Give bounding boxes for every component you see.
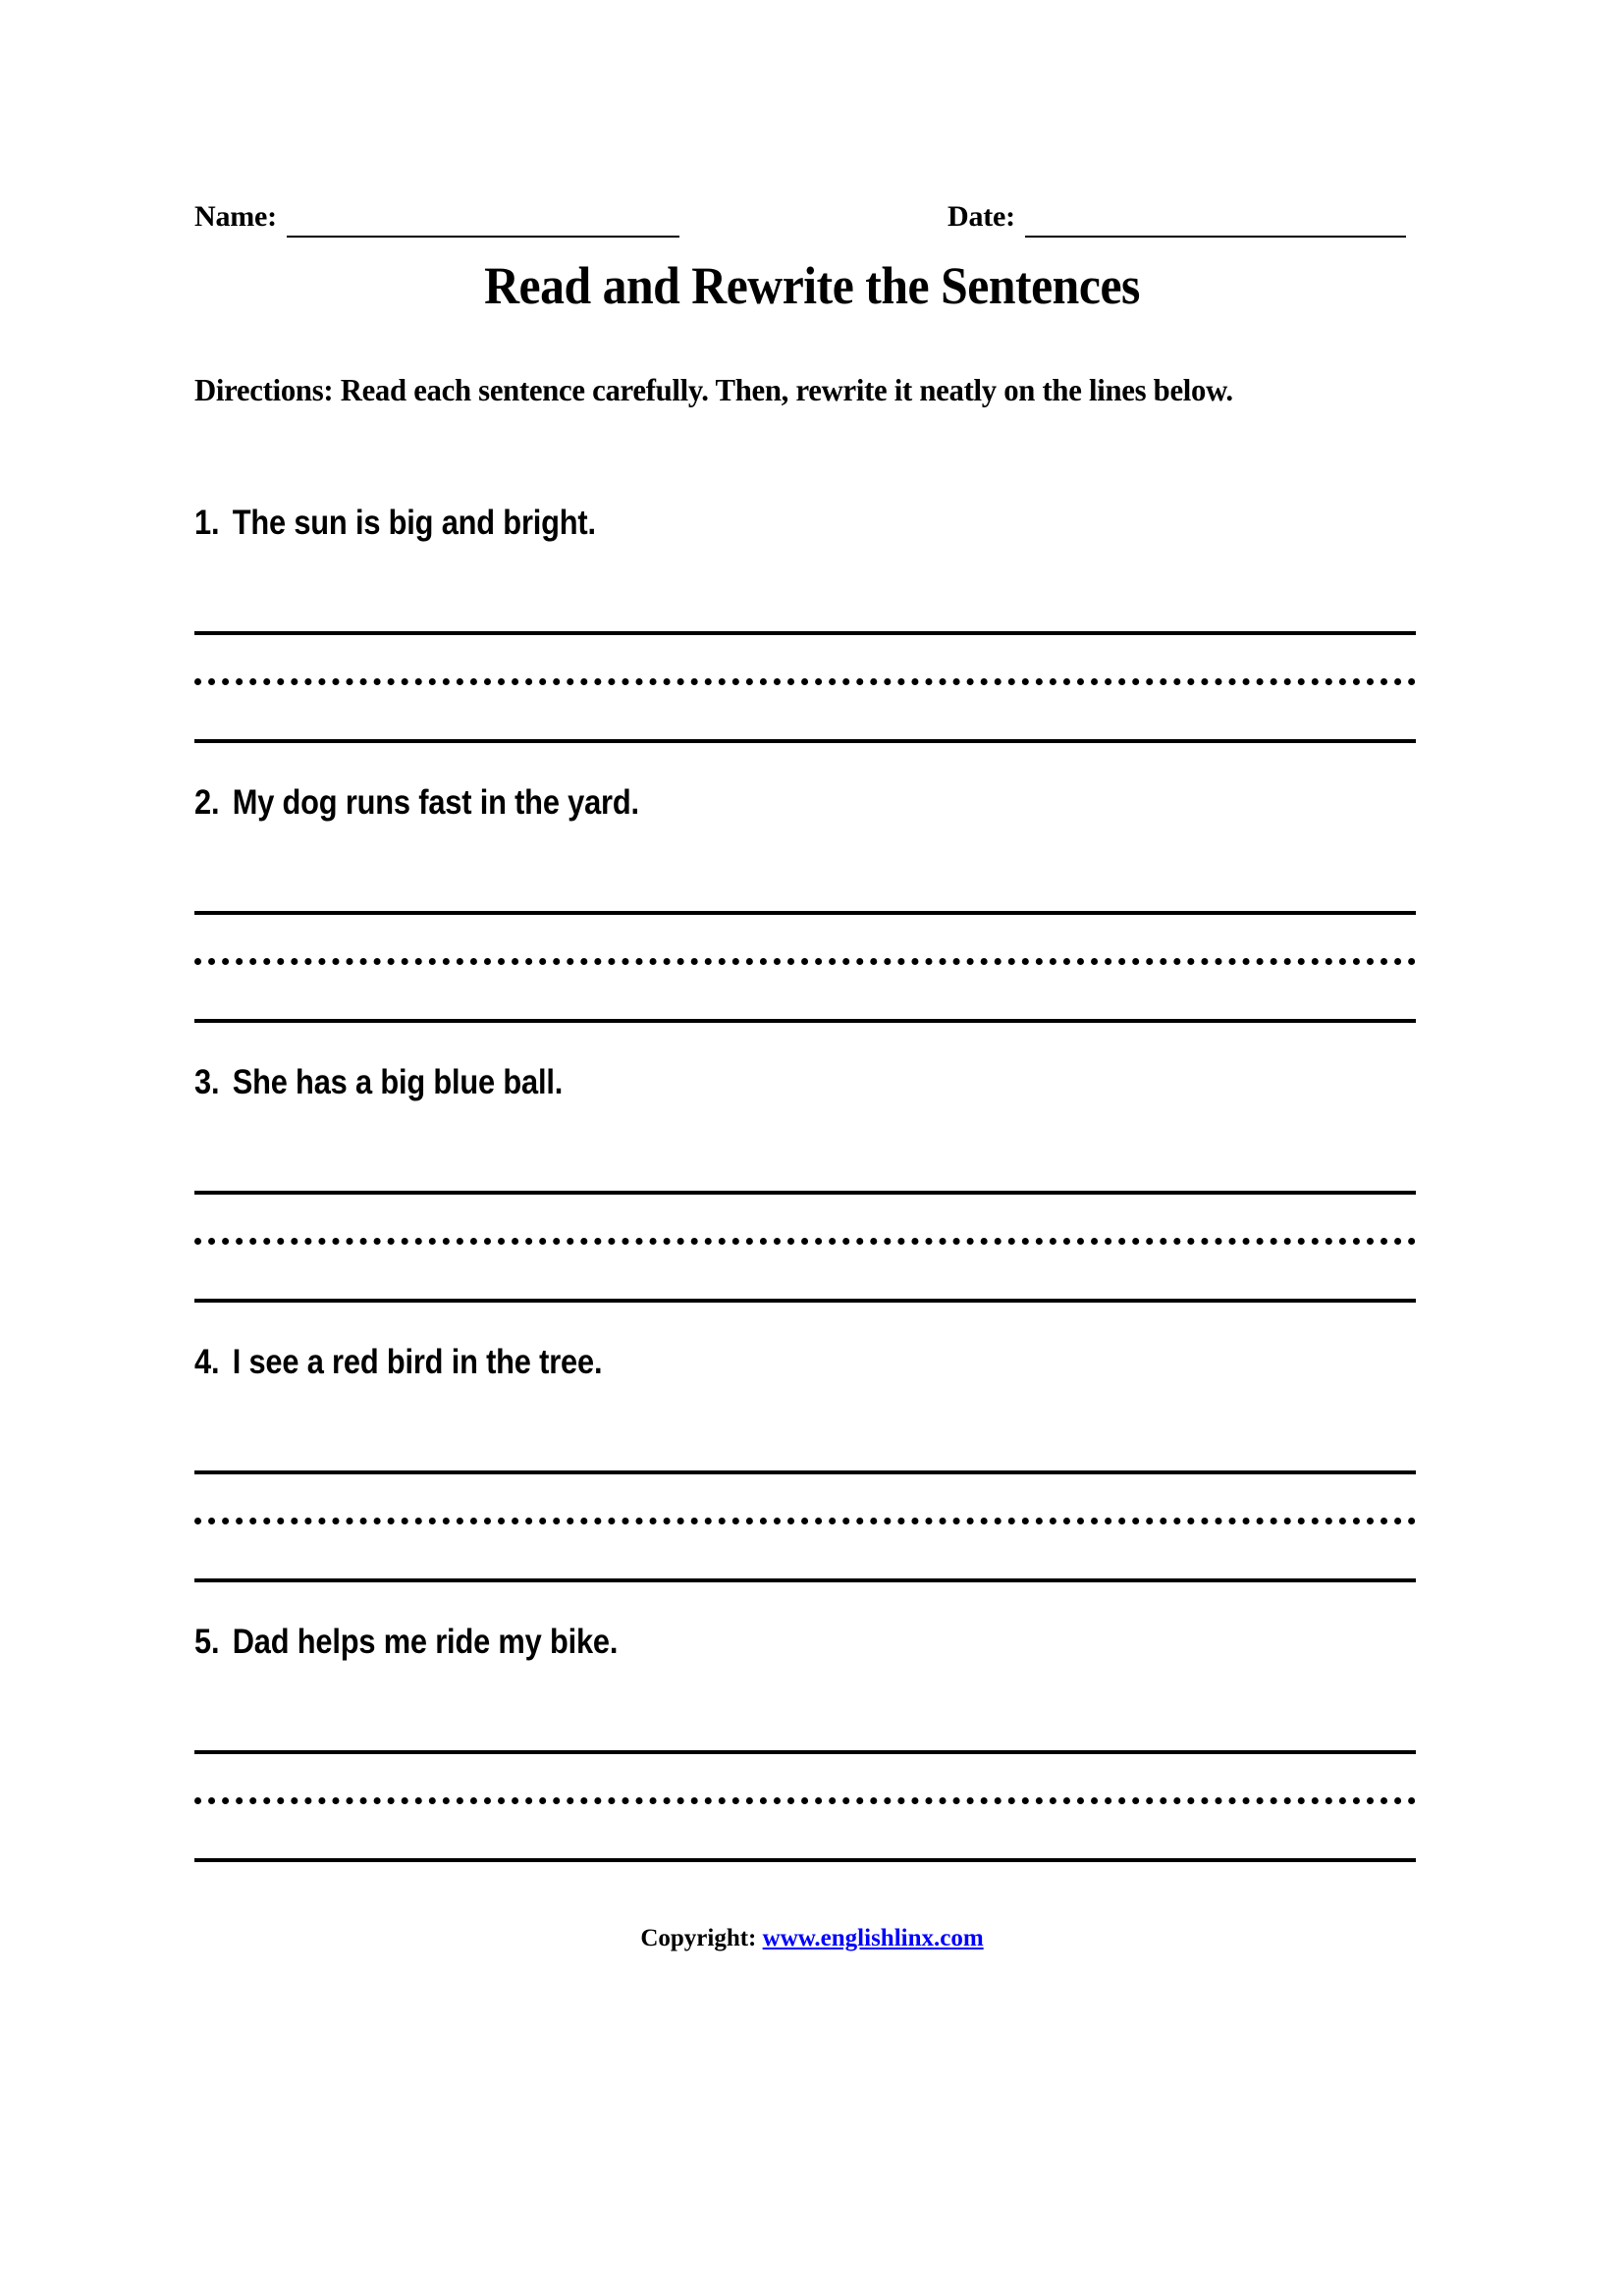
line-gap [194, 965, 1416, 1019]
answer-line-bottom[interactable] [194, 1019, 1416, 1023]
question-block [194, 1063, 1416, 1343]
question-number: 5. [194, 1623, 220, 1661]
questions-list [194, 504, 1416, 1878]
question-sentence: I see a red bird in the tree. [232, 1343, 603, 1381]
name-date-row [194, 192, 1416, 238]
question-text [194, 1343, 1270, 1382]
name-field[interactable] [194, 192, 679, 238]
line-gap [194, 635, 1416, 678]
question-sentence: Dad helps me ride my bike. [232, 1623, 619, 1661]
question-text [194, 783, 1270, 823]
date-field[interactable] [947, 192, 1406, 238]
question-sentence: My dog runs fast in the yard. [232, 783, 639, 822]
question-text [194, 504, 1270, 543]
question-number: 1. [194, 504, 220, 542]
question-block [194, 1623, 1416, 1878]
question-sentence: She has a big blue ball. [232, 1063, 564, 1101]
question-number: 4. [194, 1343, 220, 1381]
line-gap [194, 1245, 1416, 1299]
answer-line-middle-dotted[interactable] [194, 958, 1416, 965]
line-gap [194, 1195, 1416, 1238]
copyright-label: Copyright: [640, 1925, 757, 1951]
answer-line-bottom[interactable] [194, 1858, 1416, 1862]
answer-lines[interactable] [194, 1750, 1416, 1862]
page-title: Read and Rewrite the Sentences [484, 256, 1140, 315]
answer-line-bottom[interactable] [194, 1578, 1416, 1582]
question-block [194, 1343, 1416, 1623]
question-number: 3. [194, 1063, 220, 1101]
answer-line-bottom[interactable] [194, 1299, 1416, 1303]
name-write-line[interactable] [287, 200, 679, 238]
directions-text: Directions: Read each sentence carefully. Then, rewrite it neatly on the lines below. [194, 372, 1233, 407]
question-number: 2. [194, 783, 220, 822]
line-gap [194, 1474, 1416, 1518]
date-label: Date: [947, 200, 1015, 233]
line-gap [194, 915, 1416, 958]
question-text [194, 1063, 1270, 1102]
answer-lines[interactable] [194, 911, 1416, 1023]
answer-line-middle-dotted[interactable] [194, 1238, 1416, 1245]
line-gap [194, 1524, 1416, 1578]
question-sentence: The sun is big and bright. [232, 504, 596, 542]
line-gap [194, 685, 1416, 739]
name-label: Name: [194, 200, 277, 233]
question-block [194, 504, 1416, 783]
answer-lines[interactable] [194, 631, 1416, 743]
website-link[interactable]: www.englishlinx.com [762, 1925, 984, 1951]
answer-line-bottom[interactable] [194, 739, 1416, 743]
footer [0, 1924, 1624, 1953]
line-gap [194, 1804, 1416, 1858]
answer-line-middle-dotted[interactable] [194, 1518, 1416, 1524]
answer-line-middle-dotted[interactable] [194, 678, 1416, 685]
answer-line-middle-dotted[interactable] [194, 1797, 1416, 1804]
date-write-line[interactable] [1025, 200, 1406, 238]
answer-lines[interactable] [194, 1470, 1416, 1582]
answer-lines[interactable] [194, 1191, 1416, 1303]
question-block [194, 783, 1416, 1063]
question-text [194, 1623, 1270, 1662]
line-gap [194, 1754, 1416, 1797]
